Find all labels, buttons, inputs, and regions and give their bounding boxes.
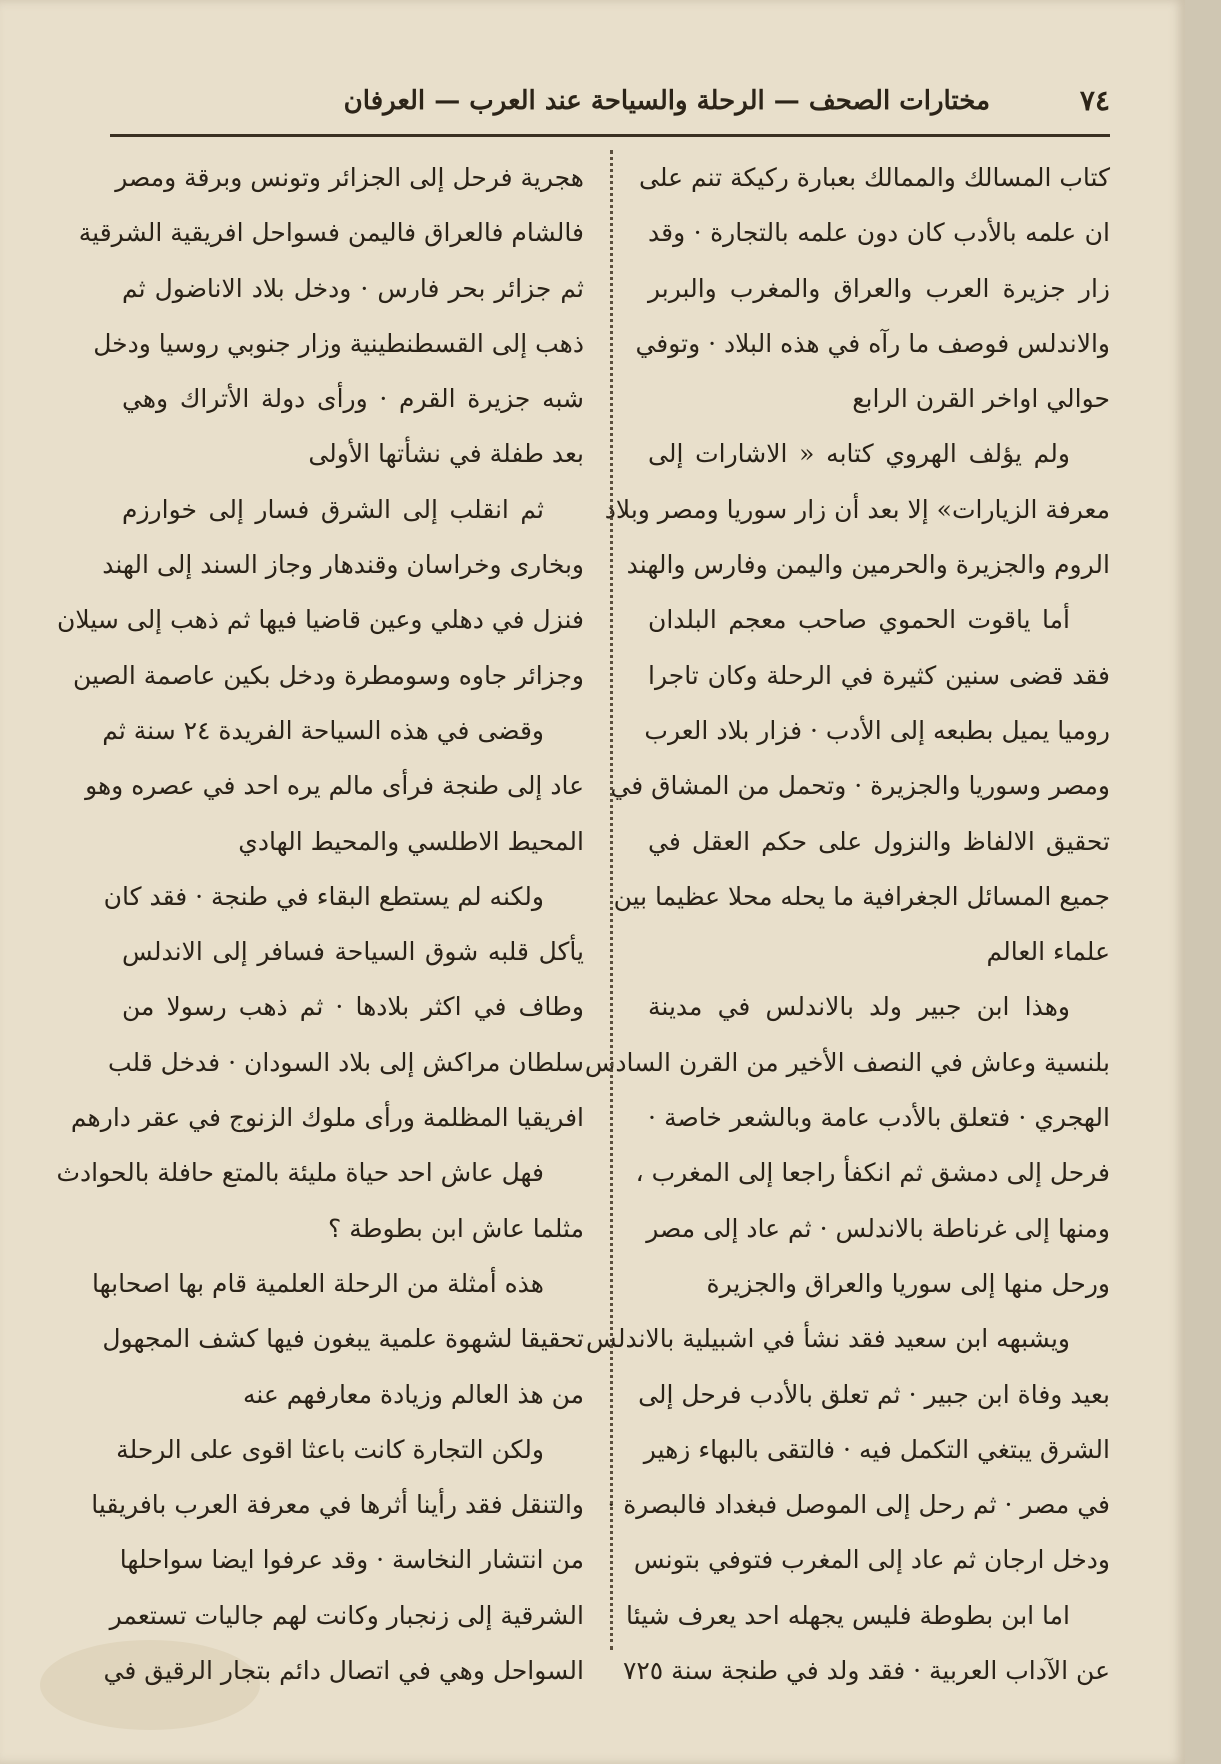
text-line: ومصر وسوريا والجزيرة · وتحمل من المشاق في [610, 771, 1110, 801]
text-line: في مصر · ثم رحل إلى الموصل فبغداد فالبصرة · [607, 1490, 1110, 1520]
text-line: فالشام فالعراق فاليمن فسواحل افريقية الشرقية [78, 218, 584, 248]
right-text-column [584, 150, 1110, 1698]
text-line: فهل عاش احد حياة مليئة بالمتع حافلة بالحوادث [56, 1158, 544, 1188]
text-line: شبه جزيرة القرم · ورأى دولة الأتراك وهي [122, 384, 584, 414]
text-line: بعيد وفاة ابن جبير · ثم تعلق بالأدب فرحل إلى [638, 1379, 1110, 1409]
text-line: والاندلس فوصف ما رآه في هذه البلاد · وتوفي [635, 328, 1110, 358]
text-line: فرحل إلى دمشق ثم انكفأ راجعا إلى المغرب ، [635, 1158, 1110, 1188]
text-line: معرفة الزيارات» إلا بعد أن زار سوريا ومصر وبلاد [604, 494, 1110, 524]
text-line: هجرية فرحل إلى الجزائر وتونس وبرقة ومصر [115, 163, 584, 192]
text-line: عن الآداب العربية · فقد ولد في طنجة سنة ٧٢٥ [622, 1656, 1110, 1686]
text-line: ولم يؤلف الهروي كتابه « الاشارات إلى [648, 439, 1070, 469]
text-line: زار جزيرة العرب والعراق والمغرب والبربر [648, 273, 1110, 303]
text-line: جميع المسائل الجغرافية ما يحله محلا عظيما بين [613, 881, 1110, 911]
text-line: وهذا ابن جبير ولد بالاندلس في مدينة [648, 992, 1070, 1022]
text-line: بلنسية وعاش في النصف الأخير من القرن السادس [584, 1047, 1110, 1077]
running-title: مختارات الصحف — الرحلة والسياحة عند العرب — العرفان [343, 86, 990, 116]
text-line: من هذ العالم وزيادة معارفهم عنه [242, 1379, 584, 1409]
text-line: أما ياقوت الحموي صاحب معجم البلدان [648, 605, 1070, 635]
text-line: ودخل ارجان ثم عاد إلى المغرب فتوفي بتونس [633, 1545, 1110, 1575]
text-line: افريقيا المظلمة ورأى ملوك الزنوج في عقر دارهم [70, 1103, 584, 1133]
page-number: ٧٤ [1079, 84, 1110, 117]
text-line: الروم والجزيرة والحرمين واليمن وفارس والهند [626, 550, 1110, 580]
text-line: ومنها إلى غرناطة بالاندلس · ثم عاد إلى مصر [646, 1213, 1110, 1243]
text-line: هذه أمثلة من الرحلة العلمية قام بها اصحابها [92, 1268, 544, 1298]
text-line: علماء العالم [986, 937, 1110, 967]
text-line: وقضى في هذه السياحة الفريدة ٢٤ سنة ثم [102, 715, 544, 745]
column-divider [610, 150, 613, 1650]
text-line: الشرقية إلى زنجبار وكانت لهم جاليات تستعمر [109, 1600, 584, 1630]
text-line: السواحل وهي في اتصال دائم بتجار الرقيق في [103, 1656, 584, 1686]
text-line: ان علمه بالأدب كان دون علمه بالتجارة · وقد [648, 218, 1110, 248]
text-line: مثلما عاش ابن بطوطة ؟ [327, 1213, 584, 1243]
text-line: الشرق يبتغي التكمل فيه · فالتقى بالبهاء زهير [643, 1434, 1110, 1464]
text-line: كتاب المسالك والممالك بعبارة ركيكة تنم على [639, 163, 1110, 192]
text-line: سلطان مراكش إلى بلاد السودان · فدخل قلب [107, 1047, 584, 1077]
header-rule [110, 134, 1110, 137]
text-line: تحقيق الالفاظ والنزول على حكم العقل في [648, 826, 1110, 856]
text-line: يأكل قلبه شوق السياحة فسافر إلى الاندلس [122, 937, 584, 967]
text-line: تحقيقا لشهوة علمية يبغون فيها كشف المجهول [102, 1324, 584, 1354]
text-line: وطاف في اكثر بلادها · ثم ذهب رسولا من [122, 992, 584, 1022]
text-line: ذهب إلى القسطنطينية وزار جنوبي روسيا ودخل [93, 328, 584, 358]
text-line: ثم جزائر بحر فارس · ودخل بلاد الاناضول ثم [122, 273, 584, 303]
text-line: ولكن التجارة كانت باعثا اقوى على الرحلة [116, 1434, 544, 1464]
text-line: ولكنه لم يستطع البقاء في طنجة · فقد كان [103, 881, 544, 911]
page-edge-background [1185, 0, 1221, 1764]
text-line: فقد قضى سنين كثيرة في الرحلة وكان تاجرا [648, 660, 1110, 690]
text-line: وبخارى وخراسان وقندهار وجاز السند إلى الهند [102, 550, 584, 580]
text-line: ورحل منها إلى سوريا والعراق والجزيرة [706, 1268, 1110, 1298]
left-text-column [56, 150, 584, 1698]
text-line: من انتشار النخاسة · وقد عرفوا ايضا سواحلها [119, 1545, 584, 1575]
text-line: روميا يميل بطبعه إلى الأدب · فزار بلاد العرب [644, 715, 1110, 745]
text-line: والتنقل فقد رأينا أثرها في معرفة العرب بافريقيا [91, 1490, 584, 1520]
text-line: ويشبهه ابن سعيد فقد نشأ في اشبيلية بالاندلس [585, 1324, 1070, 1354]
text-line: اما ابن بطوطة فليس يجهله احد يعرف شيئا [625, 1600, 1070, 1630]
text-line: وجزائر جاوه وسومطرة ودخل بكين عاصمة الصين [72, 660, 584, 690]
page-header [110, 80, 1110, 126]
text-line: عاد إلى طنجة فرأى مالم يره احد في عصره وهو [85, 771, 584, 801]
text-line: فنزل في دهلي وعين قاضيا فيها ثم ذهب إلى سيلان [57, 605, 584, 635]
text-line: بعد طفلة في نشأتها الأولى [308, 439, 584, 469]
text-line: المحيط الاطلسي والمحيط الهادي [238, 826, 584, 856]
text-line: ثم انقلب إلى الشرق فسار إلى خوارزم [122, 494, 544, 524]
text-line: حوالي اواخر القرن الرابع [852, 384, 1110, 414]
text-line: الهجري · فتعلق بالأدب عامة وبالشعر خاصة · [648, 1103, 1110, 1133]
